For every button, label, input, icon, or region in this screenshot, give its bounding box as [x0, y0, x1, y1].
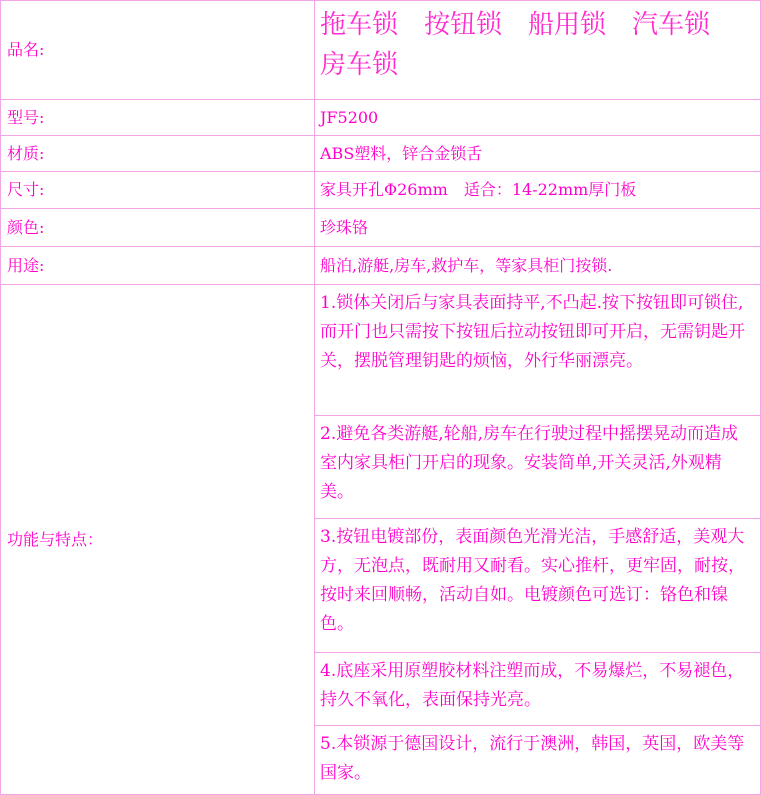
product-name-value: 拖车锁 按钮锁 船用锁 汽车锁 房车锁 [314, 0, 761, 100]
size-value: 家具开孔Φ26mm 适合：14-22mm厚门板 [314, 171, 761, 209]
product-name-label: 品名: [0, 0, 315, 100]
usage-value: 船泊,游艇,房车,救护车，等家具柜门按锁. [314, 246, 761, 285]
feature-item-3: 3.按钮电镀部份，表面颜色光滑光洁，手感舒适，美观大方，无泡点，既耐用又耐看。实心推杆，更牢固，耐按，按时来回顺畅，活动自如。电镀颜色可选订：铬色和镍色。 [314, 518, 761, 653]
size-label: 尺寸: [0, 171, 315, 209]
material-label: 材质: [0, 135, 315, 172]
color-label: 颜色: [0, 208, 315, 247]
features-label: 功能与特点： [0, 284, 315, 795]
model-label: 型号: [0, 99, 315, 136]
feature-item-1: 1.锁体关闭后与家具表面持平,不凸起.按下按钮即可锁住,而开门也只需按下按钮后拉动按钮即可开启，无需钥匙开关，摆脱管理钥匙的烦恼，外行华丽漂亮。 [314, 284, 761, 416]
usage-label: 用途: [0, 246, 315, 285]
feature-item-4: 4.底座采用原塑胶材料注塑而成，不易爆烂，不易褪色，持久不氧化，表面保持光亮。 [314, 652, 761, 726]
feature-item-5: 5.本锁源于德国设计，流行于澳洲，韩国，英国，欧美等国家。 [314, 725, 761, 795]
material-value: ABS塑料，锌合金锁舌 [314, 135, 761, 172]
model-value: JF5200 [314, 99, 761, 136]
color-value: 珍珠铬 [314, 208, 761, 247]
feature-item-2: 2.避免各类游艇,轮船,房车在行驶过程中摇摆晃动而造成室内家具柜门开启的现象。安装简单,开关灵活,外观精美。 [314, 415, 761, 519]
